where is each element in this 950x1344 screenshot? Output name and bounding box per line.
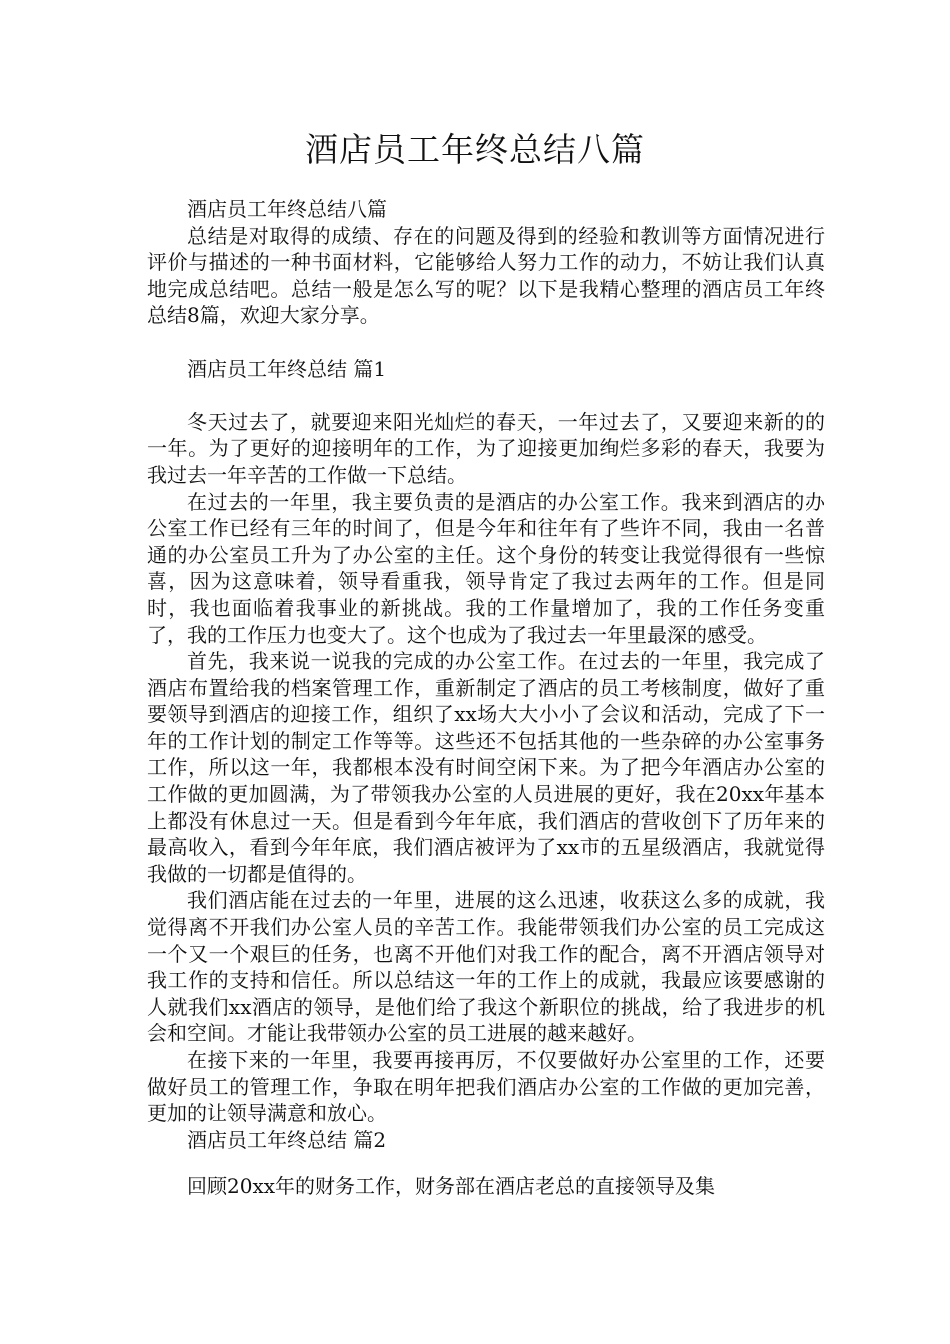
document-title: 酒店员工年终总结八篇 (305, 130, 645, 169)
spacer (147, 1153, 825, 1173)
section-heading-1: 酒店员工年终总结 篇1 (187, 356, 387, 381)
section1-paragraph: 我们酒店能在过去的一年里，进展的这么迅速，收获这么多的成就，我觉得离不开我们办公室人员的辛苦工作。我能带领我们办公室的员工完成这一个又一个艰巨的任务，也离不开他们对我工作的配合，离不开酒店领导对我工作的支持和信任。所以总结这一年的工作上的成就，我最应该要感谢的人就我们xx酒店的领导，是他们给了我这个新职位的挑战，给了我进步的机会和空间。才能让我带领办公室的员工进展的越来越好。 (147, 888, 825, 1046)
section1-paragraph: 在接下来的一年里，我要再接再厉，不仅要做好办公室里的工作，还要做好员工的管理工作，争取在明年把我们酒店办公室的工作做的更加完善，更加的让领导满意和放心。 (147, 1048, 825, 1126)
document-body (147, 196, 825, 1200)
section1-paragraph: 在过去的一年里，我主要负责的是酒店的办公室工作。我来到酒店的办公室工作已经有三年的时间了，但是今年和往年有了些许不同，我由一名普通的办公室员工升为了办公室的主任。这个身份的转变让我觉得很有一些惊喜，因为这意味着，领导看重我，领导肯定了我过去两年的工作。但是同时，我也面临着我事业的新挑战。我的工作量增加了，我的工作任务变重了，我的工作压力也变大了。这个也成为了我过去一年里最深的感受。 (147, 489, 825, 647)
intro-paragraph: 总结是对取得的成绩、存在的问题及得到的经验和教训等方面情况进行评价与描述的一种书面材料，它能够给人努力工作的动力，不妨让我们认真地完成总结吧。总结一般是怎么写的呢？以下是我精心整理的酒店员工年终总结8篇，欢迎大家分享。 (147, 223, 825, 328)
section1-paragraph: 首先，我来说一说我的完成的办公室工作。在过去的一年里，我完成了酒店布置给我的档案管理工作，重新制定了酒店的员工考核制度，做好了重要领导到酒店的迎接工作，组织了xx场大大小小了会议和活动，完成了下一年的工作计划的制定工作等等。这些还不包括其他的一些杂碎的办公室事务工作，所以这一年，我都根本没有时间空闲下来。为了把今年酒店办公室的工作做的更加圆满，为了带领我办公室的人员进展的更好，我在20xx年基本上都没有休息过一天。但是看到今年年底，我们酒店的营收创下了历年来的最高收入，看到今年年底，我们酒店被评为了xx市的五星级酒店，我就觉得我做的一切都是值得的。 (147, 649, 825, 886)
section2-paragraph: 回顾20xx年的财务工作，财务部在酒店老总的直接领导及集 (187, 1174, 716, 1199)
section-heading-2: 酒店员工年终总结 篇2 (187, 1127, 387, 1152)
document-subtitle: 酒店员工年终总结八篇 (187, 197, 387, 221)
spacer (147, 382, 825, 409)
spacer (147, 329, 825, 356)
section1-paragraph: 冬天过去了，就要迎来阳光灿烂的春天，一年过去了，又要迎来新的的一年。为了更好的迎接明年的工作，为了迎接更加绚烂多彩的春天，我要为我过去一年辛苦的工作做一下总结。 (147, 409, 825, 487)
